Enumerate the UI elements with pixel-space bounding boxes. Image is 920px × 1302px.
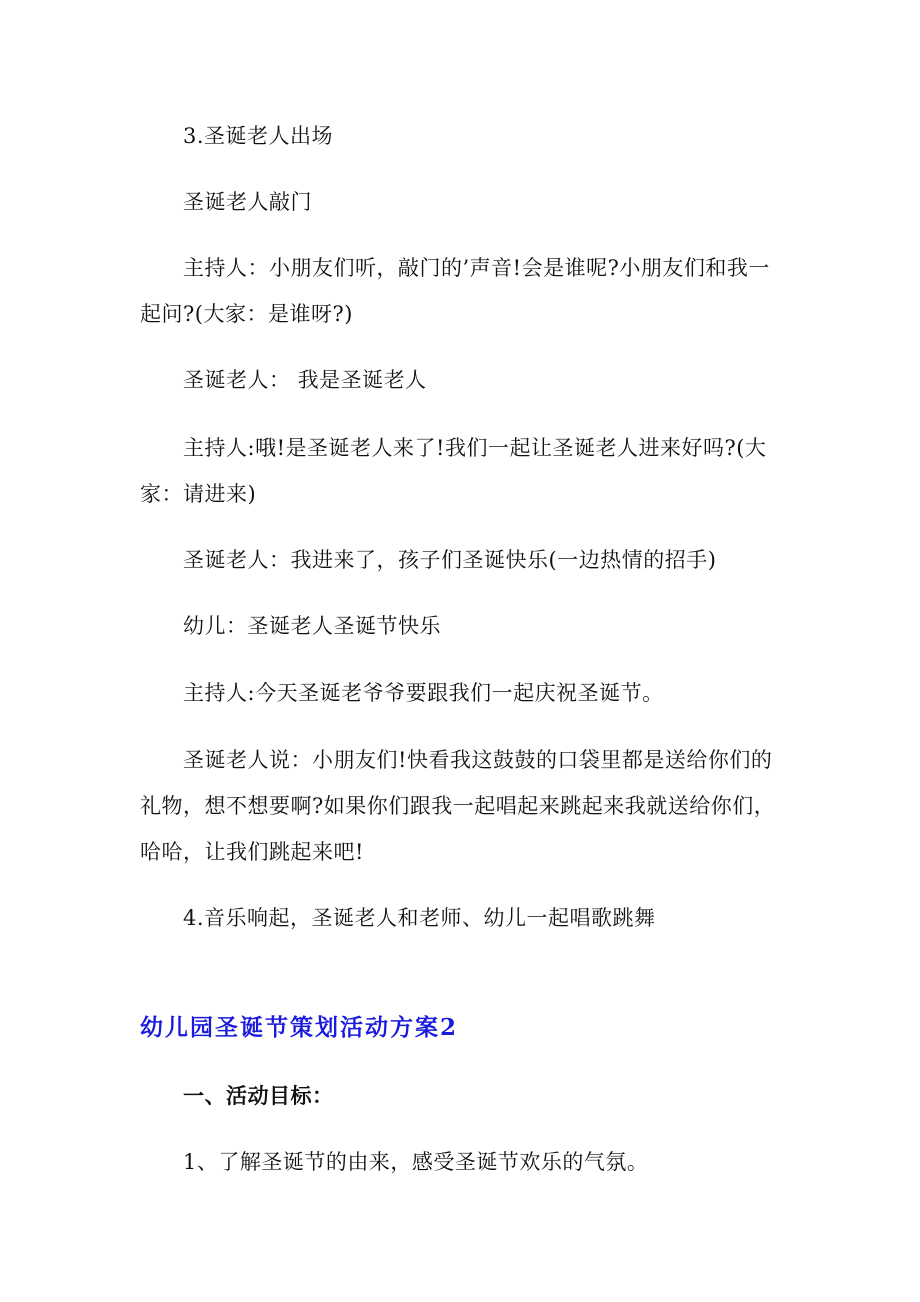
paragraph-santa-2: 圣诞老人：我进来了，孩子们圣诞快乐(一边热情的招手) — [183, 548, 717, 572]
subheading-goals: 一、活动目标： — [183, 1083, 334, 1108]
paragraph-santa-3-line2: 礼物，想不想要啊?如果你们跟我一起唱起来跳起来我就送给你们， — [140, 794, 776, 818]
paragraph-host-1-line2: 起问?(大家：是谁呀?) — [140, 302, 353, 326]
paragraph-host-2-line2: 家：请进来) — [140, 482, 257, 506]
paragraph-host-3: 主持人:今天圣诞老爷爷要跟我们一起庆祝圣诞节。 — [183, 681, 664, 705]
paragraph-knock: 圣诞老人敲门 — [183, 190, 312, 214]
paragraph-santa-3-line1: 圣诞老人说：小朋友们!快看我这鼓鼓的口袋里都是送给你们的 — [183, 748, 773, 772]
paragraph-host-2-line1: 主持人:哦!是圣诞老人来了!我们一起让圣诞老人进来好吗?(大 — [183, 436, 767, 460]
paragraph-host-1-line1: 主持人：小朋友们听，敲门的’声音!会是谁呢?小朋友们和我一 — [183, 256, 770, 280]
paragraph-santa-1: 圣诞老人： 我是圣诞老人 — [183, 368, 427, 392]
paragraph-step3: 3.圣诞老人出场 — [183, 124, 334, 148]
section-heading: 幼儿园圣诞节策划活动方案2 — [140, 1014, 459, 1041]
paragraph-children: 幼儿：圣诞老人圣诞节快乐 — [183, 614, 441, 638]
paragraph-goal-1: 1、了解圣诞节的由来，感受圣诞节欢乐的气氛。 — [183, 1150, 649, 1174]
paragraph-santa-3-line3: 哈哈，让我们跳起来吧! — [140, 840, 364, 864]
paragraph-step4: 4.音乐响起，圣诞老人和老师、幼儿一起唱歌跳舞 — [183, 906, 656, 930]
